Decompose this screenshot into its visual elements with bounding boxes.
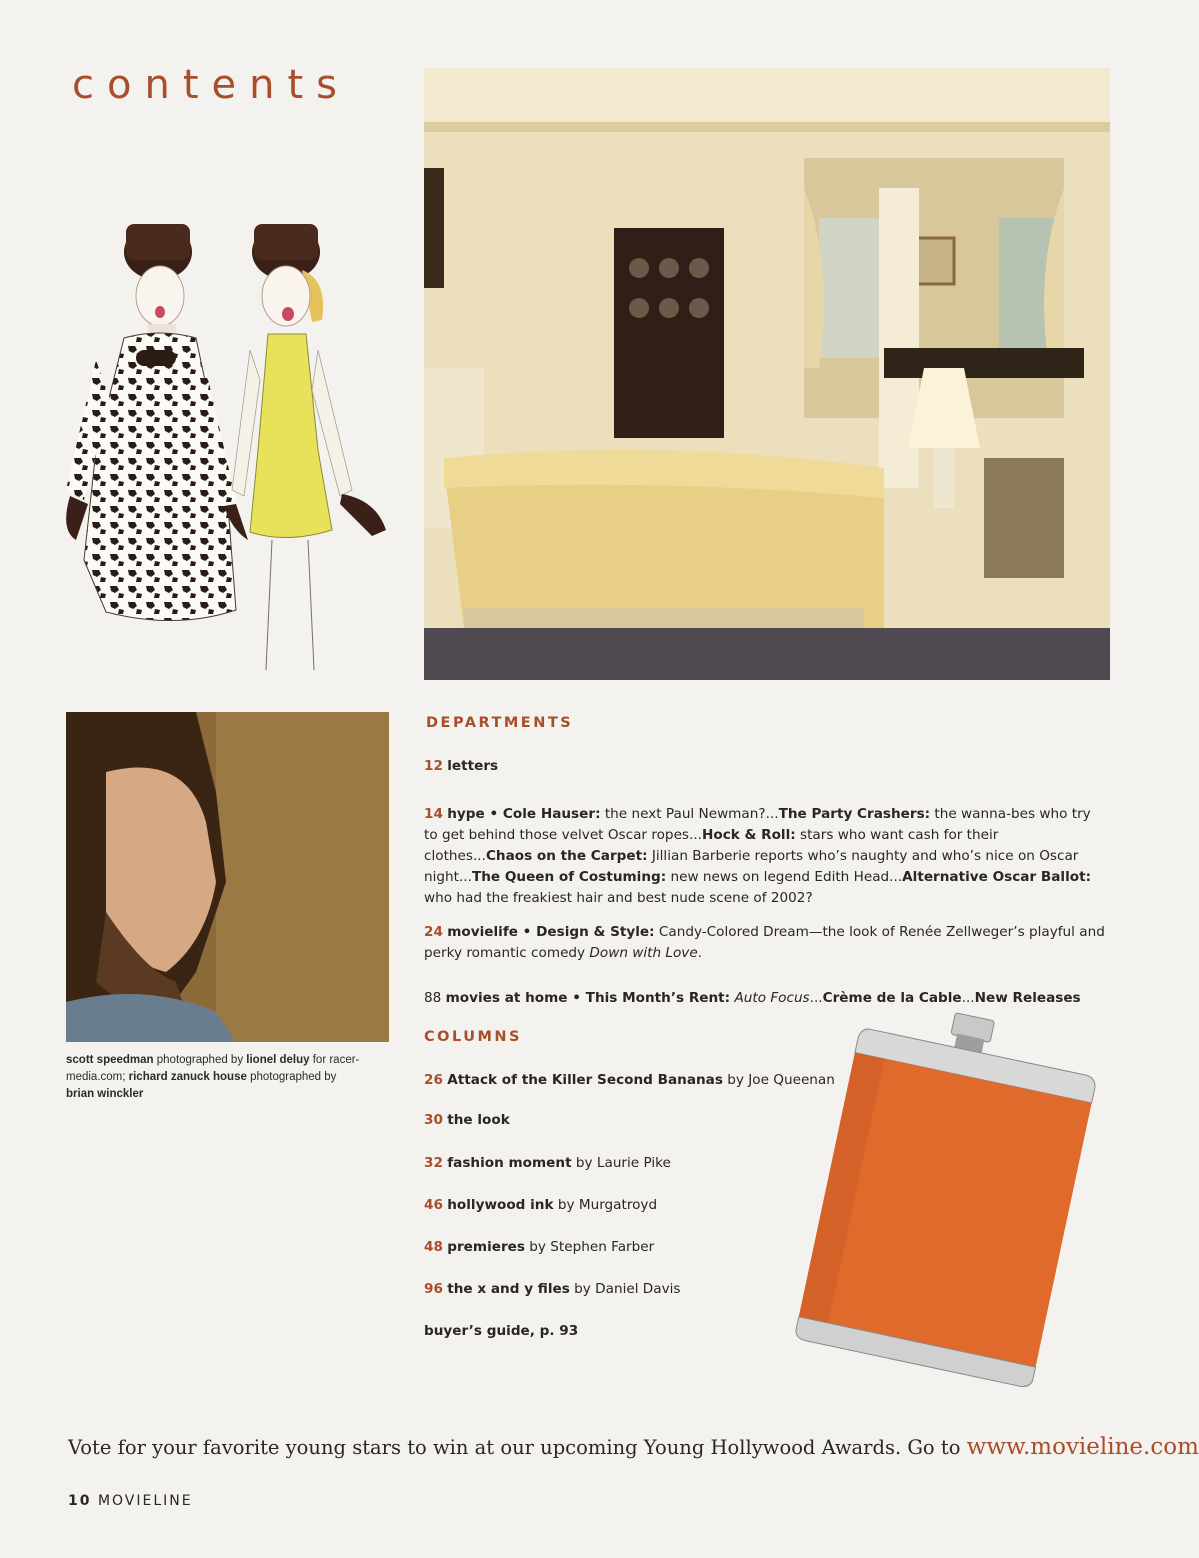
page-number: 88 [424,990,442,1006]
flask-photo [796,1018,1126,1388]
movielife-text: Candy-Colored Dream—the look of Renée Zellweger’s playful and perky romantic comedy [424,924,1105,961]
hype-part-bold: Hock & Roll: [701,827,796,843]
promo-banner [68,1434,1199,1460]
hype-part-text: the wanna-bes who try to get behind those velvet Oscar ropes... [424,806,1091,843]
room-photo [424,68,1110,680]
entry-title: fashion moment [447,1155,572,1171]
entry-author: by Daniel Davis [569,1281,681,1297]
entry-author: by Laurie Pike [571,1155,671,1171]
toc-entry-hype[interactable] [424,804,1106,909]
bullet-separator: • [567,990,586,1006]
bullet-separator: • [484,806,503,822]
movielife-end: . [697,945,703,961]
page-number: 32 [424,1155,443,1171]
entry-author: by Stephen Farber [524,1239,655,1255]
athome-bold: This Month’s Rent: [585,990,731,1006]
columns-heading: COLUMNS [424,1029,522,1045]
entry-author: by Joe Queenan [722,1072,835,1088]
caption-text-3: photographed by [246,1071,337,1083]
hype-part-bold: Cole Hauser: [502,806,601,822]
athome-italic: Auto Focus [734,990,810,1006]
hype-part-bold: The Party Crashers: [778,806,931,822]
entry-title: movies at home [445,990,568,1006]
toc-entry-column[interactable] [424,1237,654,1258]
athome-sep: ... [809,990,823,1006]
caption-photographer-1: lionel deluy [246,1054,310,1066]
page-number: 12 [424,758,443,774]
toc-entry-movies-at-home[interactable] [424,988,1106,1009]
toc-entry-column[interactable] [424,1195,657,1216]
toc-entry-letters[interactable] [424,756,498,777]
entry-author: by Murgatroyd [553,1197,658,1213]
hype-part-text: who had the freakiest hair and best nude scene of 2002? [424,890,813,906]
athome-bold-2: Crème de la Cable [822,990,962,1006]
caption-photographer-2: brian winckler [66,1088,144,1100]
photo-credits [66,1052,386,1103]
toc-entry-column[interactable] [424,1279,681,1300]
promo-url-link[interactable]: www.movieline.com [966,1434,1199,1460]
departments-heading: DEPARTMENTS [426,715,574,731]
page-number: 14 [424,806,443,822]
folio-page-number: 10 [68,1493,92,1509]
caption-text-1: photographed by [153,1054,247,1066]
athome-bold-3: New Releases [974,990,1081,1006]
athome-sep: ... [961,990,975,1006]
entry-title: Attack of the Killer Second Bananas [447,1072,723,1088]
page-number: 46 [424,1197,443,1213]
toc-entry-column[interactable] [424,1110,510,1131]
hype-part-bold: Chaos on the Carpet: [485,848,648,864]
toc-entry-column[interactable] [424,1070,835,1091]
page-title: contents [72,62,350,108]
page-number: 30 [424,1112,443,1128]
entry-title: premieres [447,1239,525,1255]
entry-title: hollywood ink [447,1197,554,1213]
fashion-illustration [36,200,426,680]
page-number: 48 [424,1239,443,1255]
hype-part-text: stars who want cash for their clothes... [424,827,999,864]
entry-title: letters [447,758,499,774]
folio-magazine-name: MOVIELINE [97,1493,193,1509]
toc-entry-column[interactable] [424,1153,671,1174]
hype-part-bold: The Queen of Costuming: [471,869,667,885]
portrait-photo [66,712,389,1042]
caption-person: scott speedman [66,1054,154,1066]
promo-text: Vote for your favorite young stars to win at our upcoming Young Hollywood Awards. Go to [68,1436,967,1459]
entry-title: the look [447,1112,510,1128]
toc-entry-movielife[interactable] [424,922,1106,964]
hype-part-text: Jillian Barberie reports who’s naughty and who’s nice on Oscar night... [424,848,1079,885]
hype-part-text: new news on legend Edith Head... [666,869,903,885]
caption-text-2: for racer-media.com; [66,1054,360,1083]
hype-part-text: the next Paul Newman?... [600,806,779,822]
movie-title: Down with Love [589,945,698,961]
hype-part-bold: Alternative Oscar Ballot: [902,869,1092,885]
movielife-bold: Design & Style: [536,924,655,940]
entry-title: hype [447,806,485,822]
caption-subject-2: richard zanuck house [128,1071,247,1083]
buyers-guide-label: buyer’s guide, p. 93 [424,1323,579,1339]
page-number: 96 [424,1281,443,1297]
bullet-separator: • [517,924,537,940]
entry-title: the x and y files [447,1281,570,1297]
page-number: 26 [424,1072,443,1088]
buyers-guide-link[interactable] [424,1321,578,1342]
entry-title: movielife [447,924,518,940]
page-folio [68,1493,193,1509]
page-number: 24 [424,924,443,940]
